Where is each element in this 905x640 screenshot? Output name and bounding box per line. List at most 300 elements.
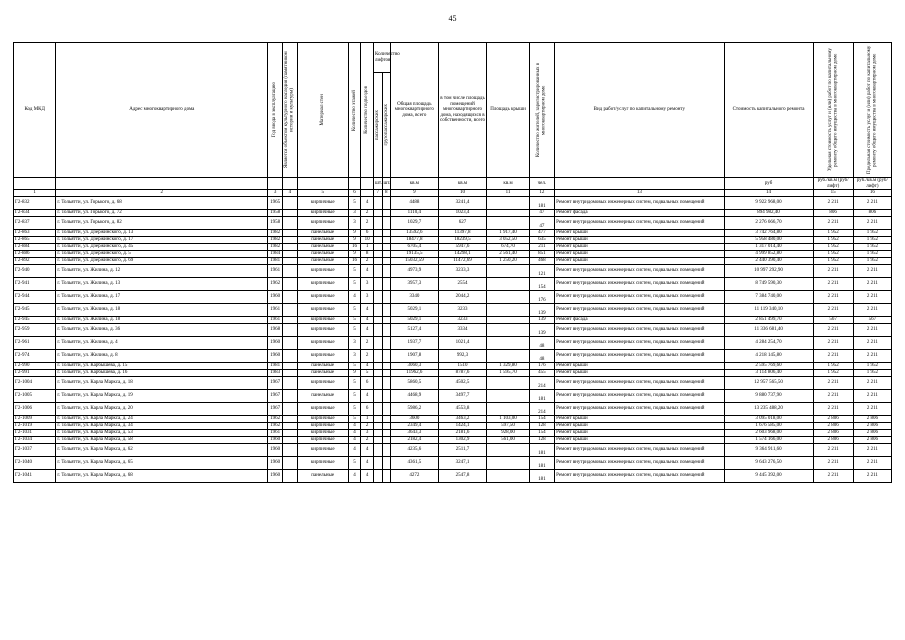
cell-res: 181 — [529, 457, 554, 470]
cell-addr: г. Тольятти, ул. Карла Маркса, д. 58 — [56, 437, 268, 444]
cell-empty — [374, 258, 382, 265]
cell-wall: кирпичные — [297, 416, 348, 423]
cell-res: 121 — [529, 265, 554, 278]
cell-addr: г. Тольятти, ул. Жилина, д. 18 — [56, 317, 268, 324]
cell-ao: 3233 — [438, 317, 487, 324]
cell-addr: г. Тольятти, ул. Дзержинского, д. 69 — [56, 258, 268, 265]
cell-cost: 10 997 292,90 — [724, 265, 813, 278]
unit-area-own: кв.м — [438, 178, 487, 190]
header-roof: Площадь крыши — [487, 43, 529, 178]
cell-wall: панельные — [297, 390, 348, 403]
cell-lc: 2 806 — [853, 437, 891, 444]
cell-empty — [382, 237, 390, 244]
cell-empty — [382, 337, 390, 350]
cell-roof: 928,00 — [487, 430, 529, 437]
cell-empty — [374, 244, 382, 251]
cell-empty — [374, 470, 382, 483]
cell-empty — [382, 363, 390, 370]
unit-blank-7 — [361, 178, 374, 190]
cell-addr: г. Тольятти, ул. Карла Маркса, д. 18 — [56, 377, 268, 390]
header-entrances: Количество подъездов — [361, 43, 374, 178]
cell-code: Г2-1019 — [14, 423, 56, 430]
header-limit-cost: Предельная стоимость услуг и (или) работ по капитальному ремонту общего имущества в многоквартирном доме — [853, 43, 891, 178]
cell-year: 1984 — [268, 251, 283, 258]
cell-lc: 2 211 — [853, 304, 891, 317]
cell-uc: 2 211 — [813, 470, 853, 483]
cell-work: Ремонт крыши — [555, 230, 724, 237]
cell-wall: кирпичные — [297, 430, 348, 437]
cell-at: 3340 — [390, 291, 438, 304]
cell-res: 455 — [529, 370, 554, 377]
cell-roof — [487, 457, 529, 470]
column-number: 8 — [382, 190, 390, 197]
cell-lc: 1 952 — [853, 251, 891, 258]
column-number: 16 — [853, 190, 891, 197]
cell-code: Г2-834 — [14, 210, 56, 217]
cell-addr: г. Тольятти, ул. Карла Маркса, д. 62 — [56, 444, 268, 457]
cell-res: 154 — [529, 416, 554, 423]
cell-fl: 4 — [348, 444, 361, 457]
cell-work: Ремонт фасада — [555, 317, 724, 324]
cell-fl: 5 — [348, 278, 361, 291]
cell-ao: 3233,3 — [438, 265, 487, 278]
table-row — [14, 370, 892, 377]
cell-empty — [374, 210, 382, 217]
cell-cost: 2 603 968,00 — [724, 430, 813, 437]
cell-code: Г2-1009 — [14, 416, 56, 423]
cell-res: 176 — [529, 291, 554, 304]
cell-en: 4 — [361, 265, 374, 278]
table-row — [14, 304, 892, 317]
cell-year: 1960 — [268, 444, 283, 457]
cell-wall: кирпичные — [297, 403, 348, 416]
cell-empty — [382, 258, 390, 265]
unit-limit-cost: руб./кв.м (руб/лифт) — [853, 178, 891, 190]
cell-wall: панельные — [297, 370, 348, 377]
cell-roof: 1 250,20 — [487, 258, 529, 265]
cell-year: 1960 — [268, 470, 283, 483]
cell-wall: кирпичные — [297, 304, 348, 317]
cell-empty — [282, 416, 297, 423]
unit-blank-14 — [555, 178, 724, 190]
cell-empty — [374, 197, 382, 210]
cell-work: Ремонт крыши — [555, 237, 724, 244]
cell-fl: 5 — [348, 416, 361, 423]
cell-roof — [487, 197, 529, 210]
cell-empty — [382, 317, 390, 324]
cell-work: Ремонт крыши — [555, 244, 724, 251]
cell-empty — [282, 470, 297, 483]
cell-wall: панельные — [297, 258, 348, 265]
cell-year: 1982 — [268, 230, 283, 237]
table-row — [14, 265, 892, 278]
cell-en: 4 — [361, 390, 374, 403]
cell-empty — [282, 403, 297, 416]
cell-empty — [282, 217, 297, 230]
cell-at: 4361,5 — [390, 457, 438, 470]
cell-res: 154 — [529, 278, 554, 291]
cell-at: 4235,6 — [390, 444, 438, 457]
cell-empty — [374, 317, 382, 324]
table-row — [14, 324, 892, 337]
cell-empty — [382, 403, 390, 416]
cell-work: Ремонт крыши — [555, 258, 724, 265]
cell-lc: 2 211 — [853, 217, 891, 230]
cell-res: 47 — [529, 217, 554, 230]
cell-fl: 16 — [348, 244, 361, 251]
cell-uc: 1 952 — [813, 363, 853, 370]
cell-ao: 3497,7 — [438, 390, 487, 403]
cell-empty — [282, 278, 297, 291]
cell-en: 6 — [361, 377, 374, 390]
cell-work: Ремонт внутридомовых инженерных систем, подвальных помещений — [555, 324, 724, 337]
unit-cost: руб — [724, 178, 813, 190]
cell-empty — [374, 363, 382, 370]
cell-work: Ремонт крыши — [555, 423, 724, 430]
cell-empty — [382, 350, 390, 363]
cell-empty — [374, 444, 382, 457]
cell-empty — [374, 416, 382, 423]
cell-empty — [282, 370, 297, 377]
cell-lc: 806 — [853, 210, 891, 217]
cell-cost: 4 218 145,80 — [724, 350, 813, 363]
cell-year: 1968 — [268, 324, 283, 337]
table-row — [14, 197, 892, 210]
cell-cost: 11 336 681,40 — [724, 324, 813, 337]
cell-res: 181 — [529, 444, 554, 457]
unit-unit-cost: руб./кв.м (руб/лифт) — [813, 178, 853, 190]
cell-wall: кирпичные — [297, 444, 348, 457]
header-cost: Стоимость капитального ремонта — [724, 43, 813, 178]
cell-uc: 2 211 — [813, 291, 853, 304]
cell-empty — [282, 377, 297, 390]
cell-empty — [282, 251, 297, 258]
cell-code: Г2-837 — [14, 217, 56, 230]
cell-en: 8 — [361, 251, 374, 258]
cell-empty — [282, 230, 297, 237]
cell-lc: 2 806 — [853, 423, 891, 430]
cell-lc: 2 211 — [853, 403, 891, 416]
cell-at: 5029,1 — [390, 317, 438, 324]
table-row — [14, 457, 892, 470]
cell-empty — [282, 423, 297, 430]
cell-uc: 567 — [813, 317, 853, 324]
cell-ao: 3334 — [438, 324, 487, 337]
cell-code: Г2-945 — [14, 304, 56, 317]
cell-roof — [487, 317, 529, 324]
cell-res: 468 — [529, 258, 554, 265]
cell-at: 13592,6 — [390, 230, 438, 237]
cell-lc: 2 211 — [853, 377, 891, 390]
cell-lc: 567 — [853, 317, 891, 324]
cell-ao: 11397,8 — [438, 230, 487, 237]
cell-addr: г. Тольятти, ул. Карла Маркса, д. 68 — [56, 470, 268, 483]
cell-uc: 2 211 — [813, 324, 853, 337]
cell-year: 1960 — [268, 437, 283, 444]
column-number: 14 — [724, 190, 813, 197]
cell-en: 4 — [361, 317, 374, 324]
cell-wall: кирпичные — [297, 377, 348, 390]
cell-empty — [382, 197, 390, 210]
cell-empty — [282, 390, 297, 403]
cell-empty — [374, 337, 382, 350]
header-lifts-freight: грузопассажирских — [382, 73, 390, 178]
cell-wall: панельные — [297, 251, 348, 258]
unit-blank-5 — [297, 178, 348, 190]
cell-uc: 2 211 — [813, 304, 853, 317]
cell-lc: 1 952 — [853, 363, 891, 370]
table-header — [14, 43, 892, 197]
cell-uc: 1 952 — [813, 237, 853, 244]
cell-wall: панельные — [297, 470, 348, 483]
table-row — [14, 430, 892, 437]
cell-code: Г2-1005 — [14, 390, 56, 403]
cell-code: Г2-892 — [14, 258, 56, 265]
page-number: 45 — [448, 14, 457, 23]
cell-lc: 2 211 — [853, 457, 891, 470]
cell-cost: 12 957 565,50 — [724, 377, 813, 390]
header-area-total: Общая площадь многоквартирного дома, всего — [390, 43, 438, 178]
table-row — [14, 403, 892, 416]
cell-wall: панельные — [297, 244, 348, 251]
cell-wall: панельные — [297, 237, 348, 244]
cell-work: Ремонт крыши — [555, 437, 724, 444]
column-number-row — [14, 190, 892, 197]
cell-work: Ремонт внутридомовых инженерных систем, подвальных помещений — [555, 217, 724, 230]
cell-code: Г2-974 — [14, 350, 56, 363]
cell-res: 211 — [529, 244, 554, 251]
cell-uc: 1 952 — [813, 230, 853, 237]
cell-code: Г2-1034 — [14, 437, 56, 444]
table-row — [14, 217, 892, 230]
cell-empty — [374, 430, 382, 437]
cell-empty — [282, 457, 297, 470]
cell-ao: 3247,1 — [438, 457, 487, 470]
unit-blank-6 — [348, 178, 361, 190]
cell-addr: г. Тольятти, ул. Жилина, д. 8 — [56, 350, 268, 363]
cell-cost: 9 643 276,50 — [724, 457, 813, 470]
cell-code: Г2-945 — [14, 317, 56, 324]
cell-lc: 2 211 — [853, 278, 891, 291]
cell-lc: 1 952 — [853, 237, 891, 244]
cell-lc: 2 211 — [853, 324, 891, 337]
cell-en: 2 — [361, 437, 374, 444]
cell-res: 181 — [529, 390, 554, 403]
cell-at: 3060,3 — [390, 363, 438, 370]
cell-addr: г. Тольятти, ул. Карла Маркса, д. 20 — [56, 403, 268, 416]
cell-empty — [282, 291, 297, 304]
cell-at: 4488 — [390, 197, 438, 210]
cell-ao: 3233 — [438, 304, 487, 317]
cell-addr: г. Тольятти, ул. Дзержинского, д. 13 — [56, 230, 268, 237]
cell-empty — [374, 370, 382, 377]
cell-code: Г2-1041 — [14, 470, 56, 483]
cell-empty — [382, 470, 390, 483]
cell-empty — [382, 291, 390, 304]
cell-ao: 18239,5 — [438, 237, 487, 244]
cell-code: Г2-1037 — [14, 444, 56, 457]
cell-cost: 13 235 488,20 — [724, 403, 813, 416]
table-row — [14, 470, 892, 483]
cell-res: 48 — [529, 337, 554, 350]
cell-en: 2 — [361, 350, 374, 363]
cell-empty — [382, 244, 390, 251]
cell-fl: 5 — [348, 304, 361, 317]
cell-ao: 1302,9 — [438, 437, 487, 444]
cell-empty — [282, 350, 297, 363]
cell-roof — [487, 377, 529, 390]
cell-lc: 1 952 — [853, 230, 891, 237]
cell-addr: г. Тольятти, ул. Карбышева, д. 15 — [56, 363, 268, 370]
cell-uc: 2 806 — [813, 423, 853, 430]
cell-res: 635 — [529, 237, 554, 244]
cell-uc: 2 806 — [813, 437, 853, 444]
cell-addr: г. Тольятти, ул. Жилина, д. 4 — [56, 337, 268, 350]
cell-en: 4 — [361, 324, 374, 337]
cell-year: 1962 — [268, 278, 283, 291]
cell-roof — [487, 403, 529, 416]
cell-cost: 1 317 014,40 — [724, 244, 813, 251]
cell-cost: 3 742 764,80 — [724, 230, 813, 237]
cell-addr: г. Тольятти, ул. Жилина, д. 18 — [56, 304, 268, 317]
cell-work: Ремонт внутридомовых инженерных систем, подвальных помещений — [555, 377, 724, 390]
cell-roof — [487, 265, 529, 278]
column-number: 7 — [374, 190, 382, 197]
cell-empty — [374, 437, 382, 444]
cell-en: 3 — [361, 430, 374, 437]
table-row — [14, 437, 892, 444]
table-row — [14, 230, 892, 237]
cell-code: Г2-865 — [14, 237, 56, 244]
cell-at: 1907,8 — [390, 350, 438, 363]
cell-fl: 4 — [348, 470, 361, 483]
cell-empty — [374, 457, 382, 470]
cell-en: 10 — [361, 237, 374, 244]
cell-addr: г. Тольятти, ул. Горького, д. 68 — [56, 197, 268, 210]
cell-addr: г. Тольятти, ул. Жилина, д. 36 — [56, 324, 268, 337]
table-row — [14, 444, 892, 457]
cell-ao: 11472,69 — [438, 258, 487, 265]
cell-fl: 5 — [348, 197, 361, 210]
cell-roof: 2 561,40 — [487, 251, 529, 258]
cell-roof: 674,70 — [487, 244, 529, 251]
cell-at: 19135,5 — [390, 251, 438, 258]
cell-roof — [487, 444, 529, 457]
cell-fl: 5 — [348, 457, 361, 470]
cell-res: 851 — [529, 251, 554, 258]
cell-cost: 8 749 590,30 — [724, 278, 813, 291]
cell-code: Г2-886 — [14, 251, 56, 258]
cell-roof: 1 917,40 — [487, 230, 529, 237]
cell-lc: 2 211 — [853, 390, 891, 403]
table-row — [14, 390, 892, 403]
cell-empty — [374, 377, 382, 390]
cell-ao: 2044,2 — [438, 291, 487, 304]
cell-res: 47 — [529, 210, 554, 217]
cell-fl: 9 — [348, 370, 361, 377]
cell-empty — [282, 258, 297, 265]
cell-empty — [382, 370, 390, 377]
cell-work: Ремонт внутридомовых инженерных систем, подвальных помещений — [555, 350, 724, 363]
cell-year: 1967 — [268, 377, 283, 390]
cell-uc: 2 211 — [813, 197, 853, 210]
cell-year: 1983 — [268, 370, 283, 377]
cell-en: 2 — [361, 210, 374, 217]
cell-year: 1967 — [268, 403, 283, 416]
cell-uc: 2 211 — [813, 457, 853, 470]
cell-addr: г. Тольятти, ул. Карла Маркса, д. 53 — [56, 430, 268, 437]
cell-year: 1967 — [268, 390, 283, 403]
cell-fl: 3 — [348, 217, 361, 230]
cell-at: 4468,9 — [390, 390, 438, 403]
cell-ao: 14298,1 — [438, 251, 487, 258]
cell-wall: кирпичные — [297, 423, 348, 430]
cell-lc: 2 211 — [853, 291, 891, 304]
cell-at: 15032,59 — [390, 258, 438, 265]
unit-blank-4 — [282, 178, 297, 190]
cell-empty — [374, 324, 382, 337]
cell-work: Ремонт внутридомовых инженерных систем, подвальных помещений — [555, 265, 724, 278]
cell-empty — [374, 423, 382, 430]
cell-work: Ремонт крыши — [555, 363, 724, 370]
cell-lc: 2 211 — [853, 444, 891, 457]
cell-year: 1962 — [268, 423, 283, 430]
cell-wall: панельные — [297, 230, 348, 237]
cell-work: Ремонт внутридомовых инженерных систем, подвальных помещений — [555, 278, 724, 291]
table-row — [14, 258, 892, 265]
cell-fl: 4 — [348, 291, 361, 304]
cell-year: 1981 — [268, 258, 283, 265]
table-row — [14, 377, 892, 390]
cell-code: Г2-959 — [14, 324, 56, 337]
unit-residents: чел. — [529, 178, 554, 190]
cell-code: Г2-944 — [14, 291, 56, 304]
cell-cost: 3 095 018,00 — [724, 416, 813, 423]
cell-work: Ремонт внутридомовых инженерных систем, подвальных помещений — [555, 390, 724, 403]
cell-empty — [374, 291, 382, 304]
cell-en: 4 — [361, 304, 374, 317]
table-body — [14, 197, 892, 483]
table-row — [14, 278, 892, 291]
cell-work: Ремонт внутридомовых инженерных систем, подвальных помещений — [555, 457, 724, 470]
cell-code: Г2-884 — [14, 244, 56, 251]
cell-cost: 4 284 254,70 — [724, 337, 813, 350]
header-year: Год ввода в эксплуатацию — [268, 43, 283, 178]
cell-ao: 8787,6 — [438, 370, 487, 377]
cell-res: 181 — [529, 470, 554, 483]
cell-year: 1961 — [268, 304, 283, 317]
cell-fl: 9 — [348, 230, 361, 237]
cell-addr: г. Тольятти, ул. Дзержинского, д. 45 — [56, 244, 268, 251]
cell-empty — [382, 324, 390, 337]
cell-at: 1937,7 — [390, 337, 438, 350]
cell-empty — [374, 230, 382, 237]
cell-ao: 992,3 — [438, 350, 487, 363]
cell-res: 214 — [529, 403, 554, 416]
cell-wall: кирпичные — [297, 337, 348, 350]
cell-ao: 3463,2 — [438, 416, 487, 423]
cell-empty — [374, 304, 382, 317]
cell-year: 1961 — [268, 265, 283, 278]
cell-cost: 5 958 480,00 — [724, 237, 813, 244]
cell-res: 139 — [529, 317, 554, 324]
cell-ao: 2181,6 — [438, 430, 487, 437]
cell-addr: г. Тольятти, ул. Жилина, д. 13 — [56, 278, 268, 291]
cell-at: 3643,3 — [390, 430, 438, 437]
repair-table — [13, 42, 892, 483]
header-heritage: Является объектом культурного наследия (памятником истории и культуры) — [282, 43, 297, 178]
cell-empty — [282, 430, 297, 437]
